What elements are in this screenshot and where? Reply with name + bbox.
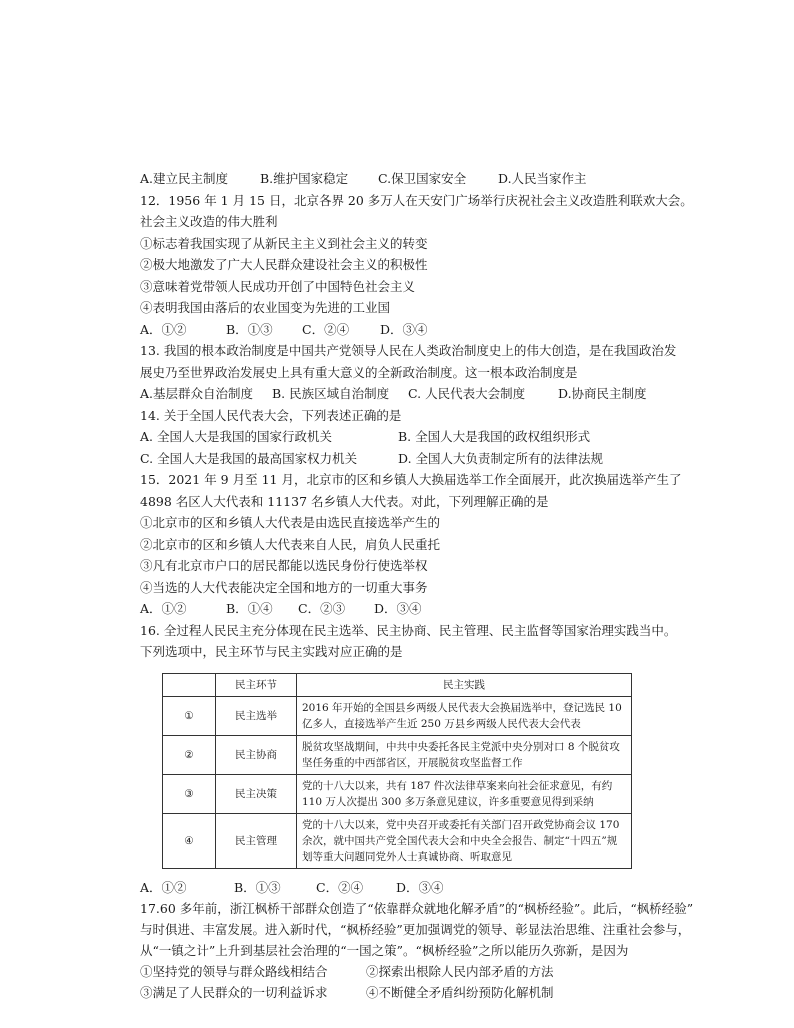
q17-stem-line-2: 与时俱进、丰富发展。进入新时代，“枫桥经验”更加强调党的领导、彰显法治思维、注重社会参与， xyxy=(140,922,691,937)
q14-option-d: D. 全国人大负责制定所有的法律法规 xyxy=(398,450,604,466)
q13-option-d: D.协商民主制度 xyxy=(558,386,647,401)
q12-option-b: B．①③ xyxy=(226,321,273,337)
q15-option-d: D．③④ xyxy=(374,601,422,616)
q17-item-2: ②探索出根除人民内部矛盾的方法 xyxy=(366,964,554,979)
q16-option-d: D．③④ xyxy=(396,879,444,895)
q13-stem-line-1: 13. 我国的根本政治制度是中国共产党领导人民在人类政治制度史上的伟大创造，是在我国政治发 xyxy=(140,343,677,358)
q15-option-a: A．①② xyxy=(140,601,187,616)
q13-option-a: A.基层群众自治制度 xyxy=(140,386,254,401)
table-row xyxy=(163,735,632,774)
question-17 xyxy=(140,898,720,1003)
q16-stem-line-2: 下列选项中，民主环节与民主实践对应正确的是 xyxy=(140,644,403,659)
q12-option-a: A．①② xyxy=(140,321,187,337)
q16-table-header-row xyxy=(163,673,632,696)
q16-option-c: C．②④ xyxy=(316,879,364,895)
q13-stem-line-2: 展史乃至世界政治发展史上具有重大意义的全新政治制度。这一根本政治制度是 xyxy=(140,364,578,380)
q16-row-3-practice: 党的十八大以来，共有 187 件次法律草案来向社会征求意见，有约 110 万人次提出 300 多万条意见建议，许多重要意见得到采纳 xyxy=(297,774,632,813)
q16-table-header-step: 民主环节 xyxy=(216,673,297,696)
q15-item-1: ①北京市的区和乡镇人大代表是由选民直接选举产生的 xyxy=(140,515,441,530)
q17-stem-line-1: 17.60 多年前，浙江枫桥干部群众创造了“依靠群众就地化解矛盾”的“枫桥经验”。此后，“枫桥经验” xyxy=(140,901,694,916)
q16-table xyxy=(162,673,632,869)
q16-row-2-index: ② xyxy=(163,735,216,774)
q15-stem-line-1: 15．2021 年 9 月至 11 月，北京市的区和乡镇人大换届选举工作全面展开，此次换届选举产生了 xyxy=(140,472,682,487)
q16-row-4-index: ④ xyxy=(163,813,216,868)
q13-option-b: B. 民族区域自治制度 xyxy=(272,386,390,401)
q16-row-2-step: 民主协商 xyxy=(216,735,297,774)
q16-row-1-index: ① xyxy=(163,696,216,735)
q16-options xyxy=(140,877,720,899)
q14-option-a: A. 全国人大是我国的国家行政机关 xyxy=(140,429,332,444)
q14-option-b: B. 全国人大是我国的政权组织形式 xyxy=(398,429,591,444)
q16-table-header-index xyxy=(163,673,216,696)
q12-item-1: ①标志着我国实现了从新民主主义到社会主义的转变 xyxy=(140,235,428,251)
q16-row-2-practice: 脱贫攻坚战期间，中共中央委托各民主党派中央分别对口 8 个脱贫攻坚任务重的中西部省区，开展脱贫攻坚监督工作 xyxy=(297,735,632,774)
q16-row-4-practice: 党的十八大以来，党中央召开或委托有关部门召开政党协商会议 170 余次，就中国共产党全国代表大会和中央全会报告、制定“十四五”规划等重大问题同党外人士真诚协商、听取意见 xyxy=(297,813,632,868)
q16-option-b: B．①③ xyxy=(234,879,281,895)
q16-row-4-step: 民主管理 xyxy=(216,813,297,868)
q14-options-row-2 xyxy=(140,448,720,470)
question-14 xyxy=(140,405,720,470)
q14-option-c: C. 全国人大是我国的最高国家权力机关 xyxy=(140,450,358,466)
q17-item-4: ④不断健全矛盾纠纷预防化解机制 xyxy=(366,985,554,1000)
question-13 xyxy=(140,340,720,405)
question-12 xyxy=(140,190,720,341)
q16-row-3-step: 民主决策 xyxy=(216,774,297,813)
question-15 xyxy=(140,469,720,620)
q15-options xyxy=(140,598,720,620)
q11-options xyxy=(140,168,720,190)
question-16 xyxy=(140,620,720,899)
q12-stem-line-1: 12．1956 年 1 月 15 日，北京各界 20 多万人在天安门广场举行庆祝社会主义改造胜利联欢大会。 xyxy=(140,192,693,208)
q12-stem-line-2: 社会主义改造的伟大胜利 xyxy=(140,214,278,229)
q15-option-c: C．②③ xyxy=(298,601,346,616)
q16-option-a: A．①② xyxy=(140,879,187,895)
q14-stem: 14. 关于全国人民代表大会，下列表述正确的是 xyxy=(140,407,402,423)
q17-item-1: ①坚持党的领导与群众路线相结合 xyxy=(140,964,328,979)
q16-row-1-step: 民主选举 xyxy=(216,696,297,735)
q14-options-row-1 xyxy=(140,426,720,448)
q17-items-row-2 xyxy=(140,982,720,1003)
q12-item-3: ③意味着党带领人民成功开创了中国特色社会主义 xyxy=(140,278,416,294)
table-row xyxy=(163,813,632,868)
q11-option-c: C.保卫国家安全 xyxy=(378,171,467,186)
table-row xyxy=(163,774,632,813)
q11-option-b: B.维护国家稳定 xyxy=(260,171,349,186)
q13-option-c: C. 人民代表大会制度 xyxy=(408,386,526,401)
q15-stem-line-2: 4898 名区人大代表和 11137 名乡镇人大代表。对此，下列理解正确的是 xyxy=(140,493,549,509)
q16-row-1-practice: 2016 年开始的全国县乡两级人民代表大会换届选举中，登记选民 10 亿多人，直接选举产生近 250 万县乡两级人民代表大会代表 xyxy=(297,696,632,735)
q11-option-d: D.人民当家作主 xyxy=(498,171,587,186)
q15-item-2: ②北京市的区和乡镇人大代表来自人民，肩负人民重托 xyxy=(140,536,441,552)
q12-options xyxy=(140,319,720,341)
q17-items-row-1 xyxy=(140,961,720,982)
q15-option-b: B．①④ xyxy=(226,601,273,616)
q12-option-d: D．③④ xyxy=(380,321,428,337)
q17-item-3: ③满足了人民群众的一切利益诉求 xyxy=(140,985,328,1000)
q11-option-a: A.建立民主制度 xyxy=(140,171,229,186)
q16-table-header-practice: 民主实践 xyxy=(297,673,632,696)
q16-stem-line-1: 16. 全过程人民民主充分体现在民主选举、民主协商、民主管理、民主监督等国家治理实践当中。 xyxy=(140,622,677,638)
exam-content xyxy=(140,168,720,1003)
q12-item-4: ④表明我国由落后的农业国变为先进的工业国 xyxy=(140,300,391,315)
q16-row-3-index: ③ xyxy=(163,774,216,813)
q12-option-c: C．②④ xyxy=(302,321,350,337)
q12-item-2: ②极大地激发了广大人民群众建设社会主义的积极性 xyxy=(140,257,428,272)
q15-item-3: ③凡有北京市户口的居民都能以选民身份行使选举权 xyxy=(140,558,428,573)
q13-options xyxy=(140,383,720,405)
table-row xyxy=(163,696,632,735)
q17-stem-line-3: 从“一镇之计”上升到基层社会治理的“一国之策”。“枫桥经验”之所以能历久弥新，是因为 xyxy=(140,943,629,958)
q15-item-4: ④当选的人大代表能决定全国和地方的一切重大事务 xyxy=(140,579,428,595)
